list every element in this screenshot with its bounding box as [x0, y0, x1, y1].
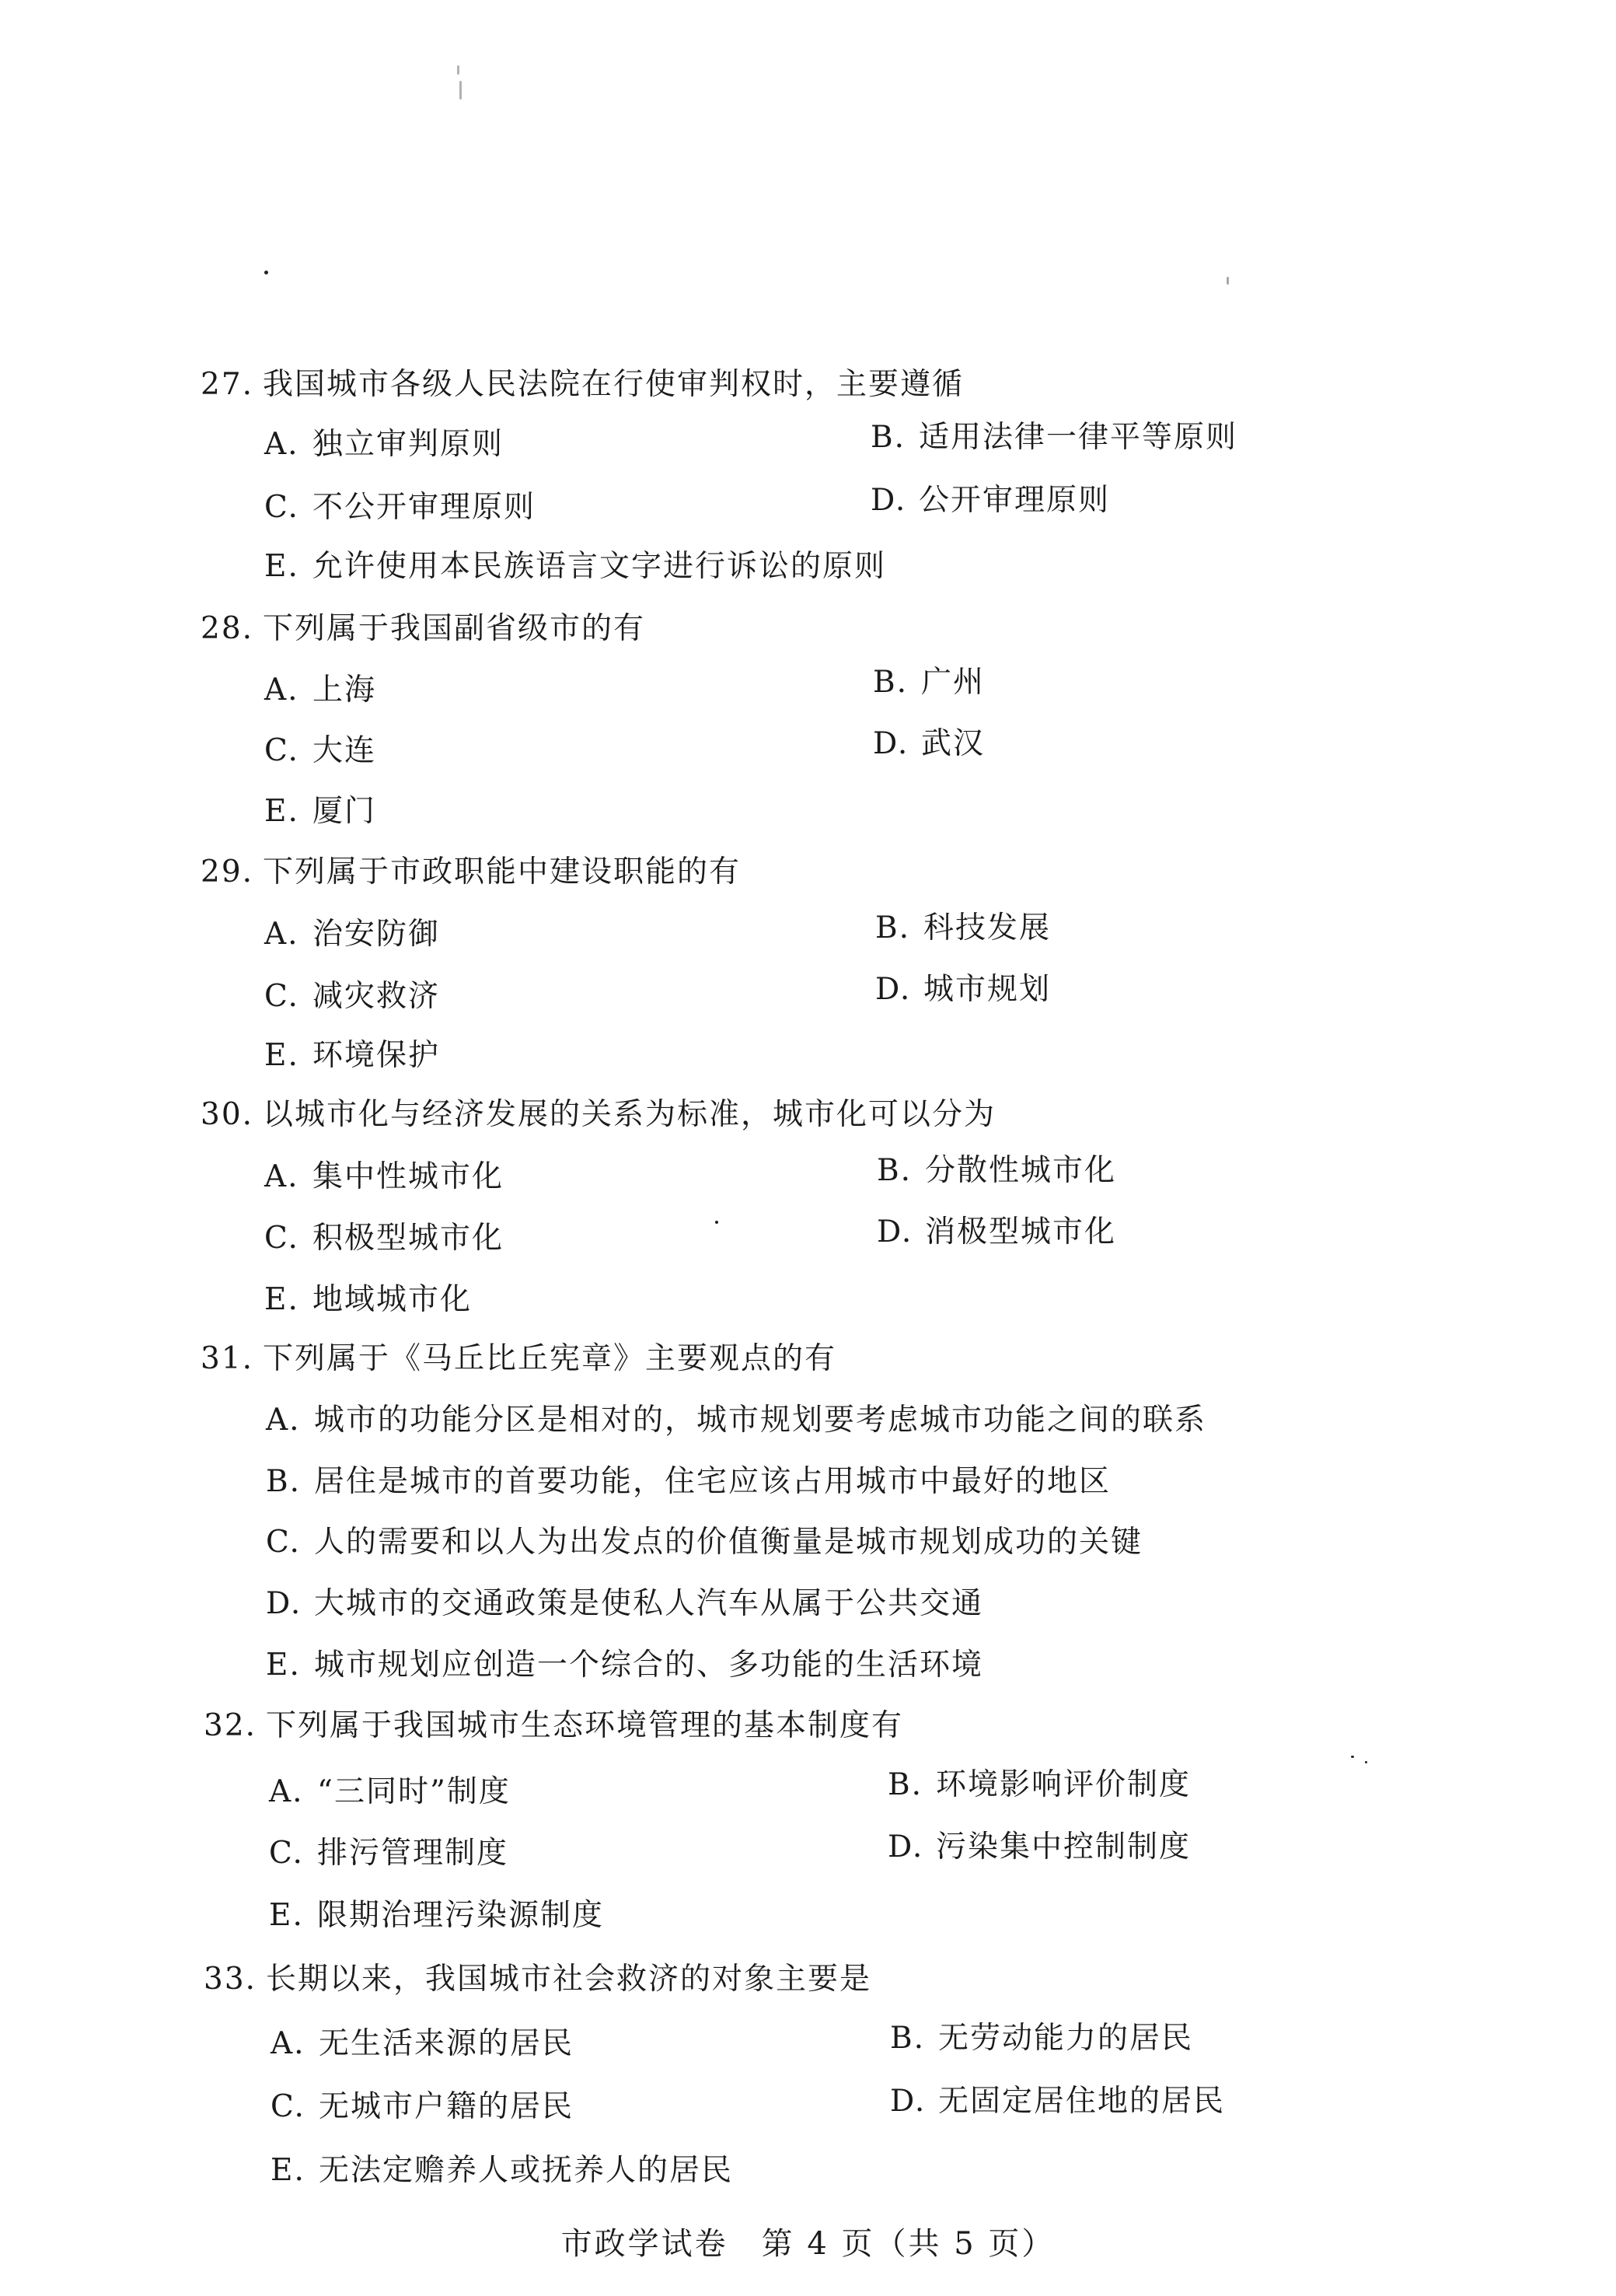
question-29-option-a: A. 治安防御	[264, 917, 441, 952]
question-32-option-c: C. 排污管理制度	[269, 1836, 509, 1871]
question-28-option-a: A. 上海	[264, 673, 377, 708]
question-32-option-a: A. “三同时”制度	[269, 1774, 511, 1809]
question-number: 31.	[201, 1341, 254, 1376]
question-number: 28.	[201, 611, 254, 646]
question-27-option-a: A. 独立审判原则	[264, 427, 504, 462]
question-33-option-b: B. 无劳动能力的居民	[890, 2021, 1194, 2056]
question-text: 下列属于市政职能中建设职能的有	[263, 854, 742, 889]
question-number: 32.	[204, 1708, 257, 1743]
question-31-option-e: E. 城市规划应创造一个综合的、多功能的生活环境	[266, 1648, 984, 1683]
question-number: 30.	[201, 1097, 254, 1132]
scan-speck	[1365, 1761, 1367, 1763]
question-text: 我国城市各级人民法院在行使审判权时，主要遵循	[263, 367, 965, 402]
question-text: 长期以来，我国城市社会救济的对象主要是	[266, 1962, 872, 1997]
question-29-stem	[201, 854, 742, 889]
question-30-option-d: D. 消极型城市化	[877, 1214, 1117, 1249]
question-31-stem	[201, 1341, 837, 1376]
question-text: 下列属于《马丘比丘宪章》主要观点的有	[263, 1341, 837, 1376]
question-31-option-d: D. 大城市的交通政策是使私人汽车从属于公共交通	[266, 1586, 984, 1621]
scan-speck	[264, 271, 268, 274]
question-31-option-b: B. 居住是城市的首要功能，住宅应该占用城市中最好的地区	[266, 1464, 1112, 1499]
question-number: 33.	[204, 1962, 257, 1997]
question-33-option-e: E. 无法定赡养人或抚养人的居民	[270, 2153, 734, 2188]
question-32-option-e: E. 限期治理污染源制度	[269, 1898, 605, 1933]
question-28-option-d: D. 武汉	[873, 726, 986, 761]
question-30-option-b: B. 分散性城市化	[877, 1153, 1117, 1188]
scan-speck	[457, 65, 459, 75]
question-31-option-c: C. 人的需要和以人为出发点的价值衡量是城市规划成功的关键	[266, 1525, 1143, 1560]
question-text: 下列属于我国城市生态环境管理的基本制度有	[266, 1708, 904, 1743]
question-30-option-e: E. 地域城市化	[264, 1282, 473, 1317]
question-number: 27.	[201, 367, 254, 402]
question-27-option-e: E. 允许使用本民族语言文字进行诉讼的原则	[264, 549, 887, 584]
question-33-stem	[204, 1962, 872, 1997]
scan-speck	[459, 81, 462, 100]
scan-speck	[1227, 277, 1229, 285]
scan-speck	[715, 1221, 718, 1224]
question-29-option-e: E. 环境保护	[264, 1038, 441, 1073]
question-text: 下列属于我国副省级市的有	[263, 611, 646, 646]
question-text: 以城市化与经济发展的关系为标准，城市化可以分为	[263, 1097, 996, 1132]
question-28-option-b: B. 广州	[873, 665, 986, 700]
question-28-option-e: E. 厦门	[264, 794, 377, 829]
page-footer: 市政学试卷 第 4 页（共 5 页）	[560, 2226, 1056, 2262]
question-29-option-d: D. 城市规划	[875, 972, 1052, 1007]
question-27-stem	[201, 369, 964, 400]
question-30-option-c: C. 积极型城市化	[264, 1221, 504, 1256]
question-33-option-d: D. 无固定居住地的居民	[890, 2084, 1226, 2119]
question-32-option-d: D. 污染集中控制制度	[888, 1829, 1192, 1864]
question-32-stem	[204, 1708, 904, 1743]
question-27-option-b: B. 适用法律一律平等原则	[871, 420, 1238, 455]
question-27-option-c: C. 不公开审理原则	[264, 490, 536, 525]
question-32-option-b: B. 环境影响评价制度	[888, 1767, 1192, 1802]
question-30-option-a: A. 集中性城市化	[264, 1159, 504, 1194]
scan-speck	[1351, 1756, 1354, 1758]
question-33-option-a: A. 无生活来源的居民	[270, 2026, 574, 2061]
question-27-option-d: D. 公开审理原则	[871, 483, 1111, 518]
question-33-option-c: C. 无城市户籍的居民	[270, 2089, 574, 2124]
question-29-option-c: C. 减灾救济	[264, 979, 441, 1014]
question-number: 29.	[201, 854, 254, 889]
question-28-option-c: C. 大连	[264, 733, 377, 768]
question-28-stem	[201, 613, 645, 644]
question-31-option-a: A. 城市的功能分区是相对的，城市规划要考虑城市功能之间的联系	[266, 1403, 1207, 1438]
question-29-option-b: B. 科技发展	[875, 910, 1052, 945]
question-30-stem	[201, 1099, 996, 1130]
